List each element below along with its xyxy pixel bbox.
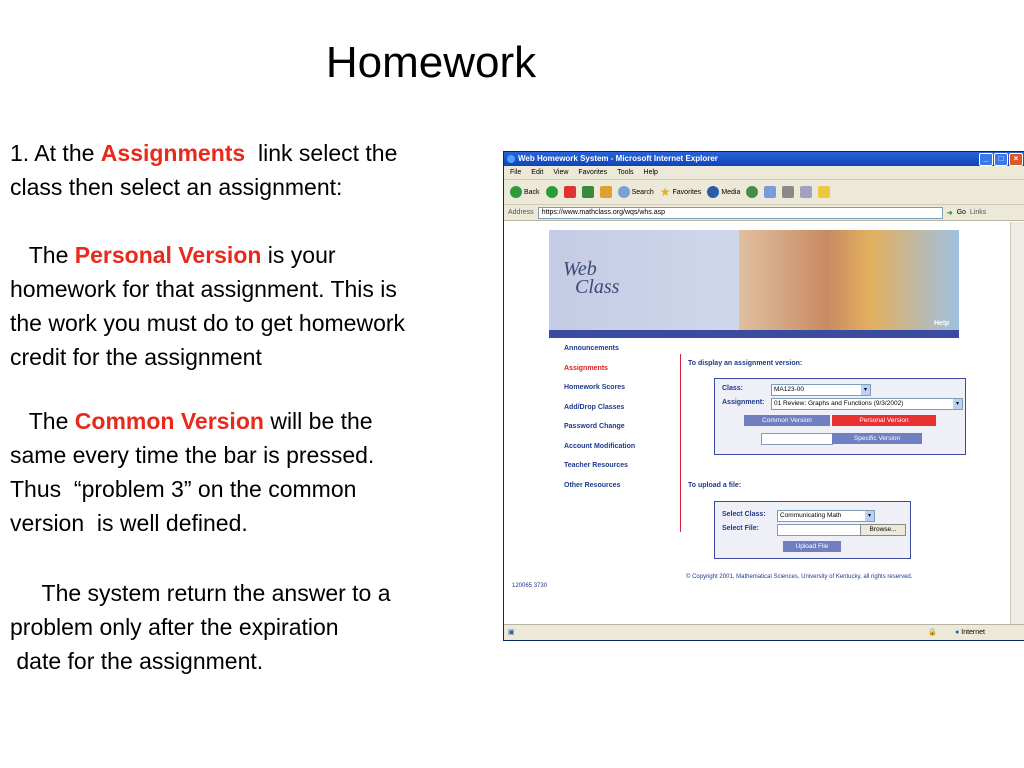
edit-button[interactable]	[800, 186, 812, 198]
paragraph-personal-version	[10, 238, 405, 374]
chevron-down-icon: ▾	[865, 511, 874, 521]
back-button[interactable]	[510, 186, 540, 198]
select-file-label: Select File:	[722, 525, 759, 532]
text-span: the work you must do to get homework	[10, 310, 406, 336]
browse-button[interactable]: Browse...	[860, 524, 906, 536]
text-span: credit for the assignment	[10, 344, 262, 370]
links-label[interactable]: Links	[969, 209, 987, 216]
footer-id: 120065 3730	[512, 583, 548, 589]
search-icon	[618, 186, 630, 198]
history-icon	[746, 186, 758, 198]
media-label: Media	[721, 188, 741, 196]
nav-homework-scores[interactable]: Homework Scores	[564, 384, 626, 391]
chevron-down-icon: ▾	[861, 385, 870, 395]
highlight-common-version: Common Version	[74, 408, 264, 434]
forward-button[interactable]	[546, 186, 558, 198]
forward-arrow-icon	[546, 186, 558, 198]
upload-box	[714, 501, 911, 559]
history-button[interactable]	[746, 186, 758, 198]
address-label: Address	[508, 209, 534, 216]
divider-line	[680, 354, 681, 532]
back-arrow-icon	[510, 186, 522, 198]
menu-help[interactable]: Help	[643, 169, 658, 176]
text-span: 1. At the	[10, 140, 101, 166]
text-span: The	[10, 408, 75, 434]
media-icon	[707, 186, 719, 198]
text-span: problem only after the expiration	[10, 614, 339, 640]
highlight-assignments: Assignments	[100, 140, 246, 166]
assignment-select-value: 01 Review: Graphs and Functions (9/3/2002)	[774, 400, 904, 407]
chevron-down-icon: ▾	[953, 399, 962, 409]
edit-icon	[800, 186, 812, 198]
text-span: same every time the bar is pressed.	[10, 442, 375, 468]
refresh-button[interactable]	[582, 186, 594, 198]
text-span: will be the	[263, 408, 373, 434]
menu-file[interactable]: File	[510, 169, 522, 176]
back-label: Back	[524, 188, 540, 196]
globe-icon: ●	[955, 629, 960, 636]
menu-favorites[interactable]: Favorites	[578, 169, 608, 176]
browser-title-bar	[504, 152, 1024, 166]
slide-title: Homework	[325, 38, 537, 87]
menu-bar	[504, 166, 1024, 180]
star-icon: ★	[659, 185, 671, 199]
paragraph-common-version	[10, 404, 374, 540]
text-span: Thus “problem 3” on the common	[10, 476, 357, 502]
help-link[interactable]: Help	[934, 320, 950, 327]
home-button[interactable]	[600, 186, 612, 198]
ie-icon	[507, 155, 515, 163]
paragraph-assignments	[10, 136, 397, 204]
home-icon	[600, 186, 612, 198]
nav-announcements[interactable]: Announcements	[564, 345, 619, 352]
internet-zone-label: Internet	[961, 629, 985, 636]
vertical-scrollbar[interactable]	[1010, 222, 1024, 624]
status-bar	[504, 624, 1024, 640]
close-button[interactable]: ×	[1009, 153, 1023, 166]
search-button[interactable]	[618, 186, 654, 198]
logo-line2: Class	[575, 276, 620, 298]
page-icon: ▣	[508, 629, 515, 636]
maximize-button[interactable]: □	[994, 153, 1008, 166]
select-class-value: Communicating Math	[780, 512, 842, 519]
media-button[interactable]	[707, 186, 740, 198]
print-button[interactable]	[782, 186, 794, 198]
upload-file-button[interactable]: Upload File	[783, 541, 841, 552]
search-label: Search	[631, 188, 654, 196]
upload-section-label: To upload a file:	[688, 482, 742, 489]
paragraph-answer-system	[10, 576, 391, 678]
class-select[interactable]	[771, 384, 871, 396]
select-class-label: Select Class:	[722, 511, 766, 518]
webclass-banner	[549, 230, 959, 330]
text-span: homework for that assignment. This is	[10, 276, 397, 302]
webclass-logo	[563, 260, 619, 296]
menu-tools[interactable]: Tools	[617, 169, 634, 176]
nav-account-modification[interactable]: Account Modification	[564, 442, 636, 450]
logo-line1: Web	[563, 258, 597, 280]
go-button[interactable]: Go	[956, 209, 966, 216]
favorites-label: Favorites	[672, 188, 702, 196]
toolbar	[504, 180, 1024, 205]
nav-teacher-resources[interactable]: Teacher Resources	[564, 462, 629, 469]
class-label: Class:	[722, 385, 744, 392]
nav-menu	[564, 345, 635, 501]
menu-edit[interactable]: Edit	[531, 169, 544, 176]
minimize-button[interactable]: _	[979, 153, 993, 166]
browser-window	[503, 151, 1024, 641]
personal-version-button[interactable]: Personal Version	[832, 415, 936, 426]
window-controls	[979, 153, 1023, 166]
assignment-select[interactable]	[771, 398, 963, 410]
address-bar	[504, 205, 1024, 221]
favorites-button[interactable]	[660, 185, 702, 199]
go-icon: ➜	[946, 209, 953, 217]
print-icon	[782, 186, 794, 198]
specific-version-button[interactable]: Specific Version	[832, 433, 922, 444]
refresh-icon	[582, 186, 594, 198]
mail-button[interactable]	[764, 186, 776, 198]
nav-add-drop-classes[interactable]: Add/Drop Classes	[564, 403, 625, 411]
select-class-dropdown[interactable]	[777, 510, 875, 522]
text-span: class then select an assignment:	[10, 174, 343, 200]
nav-password-change[interactable]: Password Change	[564, 423, 625, 430]
folder-icon	[818, 186, 830, 198]
menu-view[interactable]: View	[553, 169, 569, 176]
nav-assignments[interactable]: Assignments	[564, 364, 608, 372]
class-select-value: MA123-00	[774, 386, 804, 393]
header-band	[549, 330, 959, 338]
students-photo	[739, 230, 959, 330]
assignment-label: Assignment:	[722, 399, 765, 406]
page-viewport	[504, 222, 1009, 624]
nav-other-resources[interactable]: Other Resources	[564, 481, 621, 489]
copyright-text: © Copyright 2001, Mathematical Sciences, University of Kentucky, all rights reserved.	[686, 574, 913, 580]
text-span: The system return the answer to a	[10, 580, 391, 606]
text-span: version is well defined.	[10, 510, 248, 536]
text-span: is your	[261, 242, 336, 268]
mail-icon	[764, 186, 776, 198]
display-section-label: To display an assignment version:	[688, 360, 803, 367]
highlight-personal-version: Personal Version	[74, 242, 262, 268]
file-path-input[interactable]	[777, 524, 861, 536]
common-version-button[interactable]: Common Version	[744, 415, 830, 426]
stop-icon	[564, 186, 576, 198]
text-span: The	[10, 242, 75, 268]
lock-icon: 🔒	[928, 629, 937, 636]
address-input[interactable]: https://www.mathclass.org/wqs/whs.asp	[538, 207, 943, 219]
text-span: link select the	[245, 140, 398, 166]
specific-version-input[interactable]	[761, 433, 833, 445]
folder-button[interactable]	[818, 186, 830, 198]
internet-zone	[955, 625, 985, 640]
assignment-box	[714, 378, 966, 455]
stop-button[interactable]	[564, 186, 576, 198]
browser-title: Web Homework System - Microsoft Internet Explorer	[518, 154, 718, 163]
text-span: date for the assignment.	[10, 648, 264, 674]
